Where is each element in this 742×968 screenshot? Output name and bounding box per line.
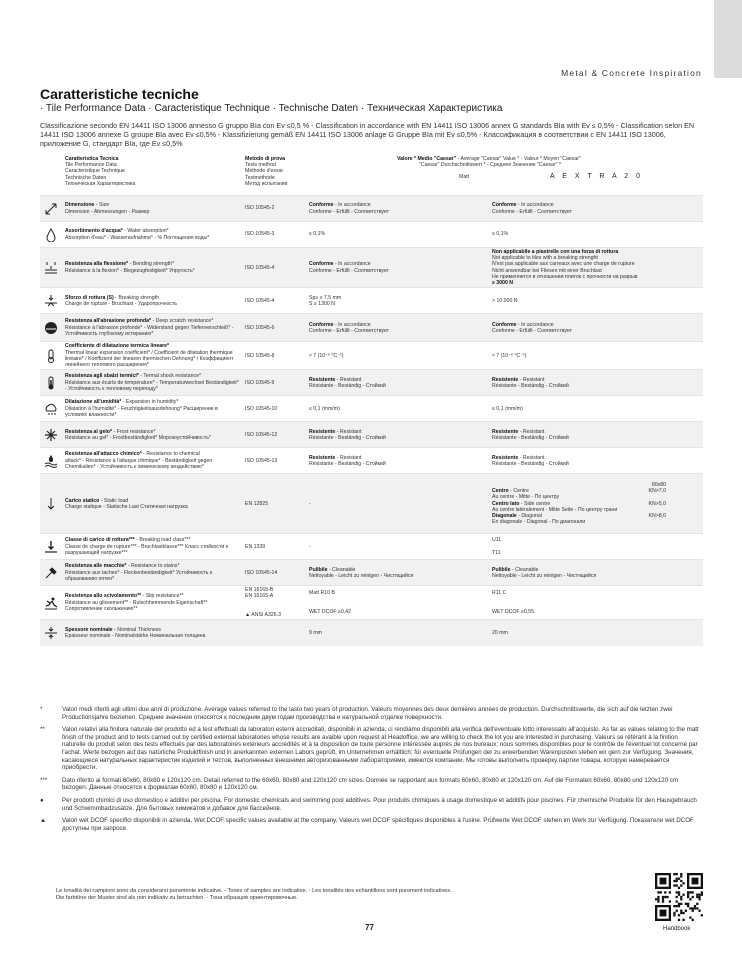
aextra-value-cell: Resistente - Resistant Résistante - Beständig - Стойкий — [489, 422, 703, 448]
footnote-text: Valori wet DCOF specifici disponibili in azienda. Wet DCOF specific values available at the company. Valeurs wet DCOF spécifiques disponibles à l'usine. Prüfwerte Wet DCOF stehen im Werk zur Verfügung. Показатели wet DCOF доступны при запросе. — [62, 817, 694, 832]
matt-value-cell: ≤ 0,1 (mm/m) — [306, 396, 489, 422]
water-drop-icon — [40, 222, 62, 248]
aextra-value-cell: R11 C WET DCOF ≥0,55 — [489, 586, 703, 620]
bending-strength-icon — [40, 248, 62, 288]
footnote-mark: ** — [40, 726, 45, 734]
footnotes — [40, 706, 703, 837]
abrasion-icon — [40, 314, 62, 342]
aextra-value-cell: Resistente - Resistant Résistante - Beständig - Стойкий — [489, 448, 703, 474]
method-cell: ISO 10545-8 — [242, 342, 306, 370]
qr-code[interactable] — [655, 873, 703, 921]
aextra-value-cell: Resistente - Resistant Résistante - Beständig - Стойкий — [489, 370, 703, 396]
table-row — [40, 248, 703, 288]
aextra-value-cell: U11 T11 — [489, 534, 703, 560]
table-row — [40, 222, 703, 248]
footnote-text: Per prodotti chimici di uso domestico e additivi per piscina. For domestic chemicals and swimming pool additives. Pour produits chimiques à usage domestique et additifs pour piscines. Für chemische Produkte für den Hausgebrauch und Schwimmbadzusätze. Для бытовых химикатов и добавок для бассейнов. — [62, 796, 697, 812]
method-column-header: Metodo di prova Tests method Méthode d'essai Testmethode Метод испытания — [245, 156, 288, 187]
aextra-value-cell: ≤ 0,1 (mm/m) — [489, 396, 703, 422]
snowflake-icon — [40, 422, 62, 448]
table-row — [40, 534, 703, 560]
aextra-value-cell: Non applicabile a piastrelle con una forza di rottura Not applicable to tiles with a breaking strenght N'est pas applicable aux carreaux avec une charge de rupture Nicht anwendbar bei Fliesen mit einer Bruchlast Не применяется в отношении плиток с прочности на разрыв ≥ 3000 N — [489, 248, 703, 288]
aextra-value-cell: ≤ 0,1% — [489, 222, 703, 248]
table-row — [40, 370, 703, 396]
aextra-value-cell: 80x80 Centro - Centre Au centre - Mitte - По центру KN>7,0 Centro lato - Side centre Au centre latéralement - Mitte Seite - По центру грани KN>5,0 Diagonale - Diagonal En diagonale - Diagonal - По диагонали KN>8,0 — [489, 474, 703, 534]
matt-value-cell: Sp≥ ≥ 7,5 mm S ≥ 1300 N — [306, 288, 489, 314]
matt-value-cell: Matt R10 B WET DCOF ≥0,42 — [306, 586, 489, 620]
value-column-header: Valore * Medio "Caesar" - Average "Caesar" Value * - Valeur * Moyen "Caesar" "Caesar" Durchschnittswert * - Среднее Значение "Caesar" * Matt A E X T R A 2 0 — [306, 150, 703, 196]
page-number: 77 — [365, 923, 374, 932]
table-row — [40, 422, 703, 448]
method-cell: ISO 10545-4 — [242, 288, 306, 314]
brand-title: Metal & Concrete Inspiration — [561, 68, 702, 78]
tones-disclaimer: Le tonalità dei campioni sono da considerarsi puramente indicative. - Tones of samples are indicative. - Les tonalités des echantillons sont purement indicatives. Die farbtöne der Muster sind als rein indikativ zu betrachten. - Тона образцов ориентировочные. — [56, 888, 452, 901]
handbook-label: Handbook — [663, 926, 691, 932]
thermal-expansion-icon — [40, 342, 62, 370]
footnote — [40, 817, 703, 832]
stain-icon — [40, 560, 62, 586]
load-class-icon — [40, 534, 62, 560]
matt-value-cell: Conforme - In accordance Conforme - Erfüllt - Соответствует — [306, 314, 489, 342]
footnote-mark: ▲ — [40, 817, 47, 825]
property-cell: Carico statico - Static load Charge statique - Statische Last Статичная нагрузка — [62, 474, 242, 534]
property-cell: Classe di carico di rottura*** - Breaking load class*** Classe de charge de rupture*** - Bruchlastklasse*** Класс стойкости к разрушающей нагрузке*** — [62, 534, 242, 560]
side-tab — [714, 0, 742, 78]
table-row — [40, 196, 703, 222]
dimension-icon — [40, 196, 62, 222]
footnote-mark: ● — [40, 796, 44, 804]
property-cell: Resistenza alla flessione* - Bending strength* Résistance à la flexion* - Biegezugfestigkeit* Упругость* — [62, 248, 242, 288]
property-cell: Coefficiente di dilatazione termica lineare* Thermal linear expansion coefficient* / Coefficient de dilatation thermique linéaire* / Koeffizient der linearen thermischen Dehnung* / Коэффициент линейного теплового расширения* — [62, 342, 242, 370]
thickness-icon — [40, 620, 62, 646]
method-cell: ISO 10545-10 — [242, 396, 306, 422]
footnote — [40, 797, 703, 812]
matt-value-cell: Resistente - Resistant Résistante - Beständig - Стойкий — [306, 422, 489, 448]
aextra-value-cell: Conforme - In accordance Conforme - Erfüllt - Соответствует — [489, 196, 703, 222]
method-cell: ISO 10545-14 — [242, 560, 306, 586]
property-cell: Dimensione - Size Dimension - Abmessungen - Размер — [62, 196, 242, 222]
property-cell: Resistenza allo scivolamento** - Slip resistance** Résistance au glissement** - Rutschhemmende Eigenschaft** Сопротивление скольжению** — [62, 586, 242, 620]
aextra-value-cell: Conforme - In accordance Conforme - Erfüllt - Соответствует — [489, 314, 703, 342]
matt-value-cell: ≈ 7 (10⁻⁶ °C⁻¹) — [306, 342, 489, 370]
humidity-cloud-icon — [40, 396, 62, 422]
finish-label: Matt — [459, 174, 470, 181]
classification-intro: Classificazione secondo EN 14411 ISO 13006 annesso G gruppo BIa con Ev ≤0,5 % - Classification in accordance with EN 14411 ISO 13006 annex G standards BIa with Ev ≤ 0,5% - Classification selon EN 14411 ISO 13006 annexe G groupe BIa avec Ev ≤0,5% - Klassifizierung gemäß EN 14411 ISO 13006 anlage G Gruppe BIa mit Ev ≤0,5% - Классификация в соответствии с EN 14411 ISO 13006, приложение G, стандарт BIa, где Ev ≤0,5% — [40, 121, 695, 148]
method-cell: ISO 10545-3 — [242, 222, 306, 248]
table-row — [40, 342, 703, 370]
performance-table — [40, 150, 703, 646]
property-cell: Resistenza agli sbalzi termici* - Termal shock resistance* Résistance aux écarts de température* - Temperaturwechsel Beständigkeit* - Устойчивость к тепловому перепаду* — [62, 370, 242, 396]
page-subtitle: · Tile Performance Data · Caracteristique Technique · Technische Daten · Техническая Характеристика — [40, 103, 503, 114]
chemical-icon — [40, 448, 62, 474]
aextra-value-cell: 20 mm — [489, 620, 703, 646]
matt-value-cell: Resistente - Resistant Résistante - Beständig - Стойкий — [306, 448, 489, 474]
matt-value-cell: ≤ 0,1% — [306, 222, 489, 248]
method-cell: EN 1339 — [242, 534, 306, 560]
property-cell: Resistenza alle macchie* - Resistance to stains* Résistance aux taches* - Fleckenbeständigkeit* Устойчивость к образованию пятен* — [62, 560, 242, 586]
page-title: Caratteristiche tecniche — [40, 86, 199, 102]
property-column-header: Caratteristica Tecnica Tile Performance Data Caracteristique Technique Technische Daten Техническая Характеристика — [65, 156, 136, 187]
property-cell: Resistenza all'abrasione profonda* - Deep scratch resistance* Résistance à l'abrasion profonde* - Widerstand gegen Tiefenverschleiß* - Устойчивость глубокому истиранию* — [62, 314, 242, 342]
matt-value-cell: Resistente - Resistant Résistante - Beständig - Стойкий — [306, 370, 489, 396]
method-cell: ISO 10545-13 — [242, 448, 306, 474]
table-row — [40, 586, 703, 620]
footnote — [40, 726, 703, 772]
method-cell: ISO 10545-9 — [242, 370, 306, 396]
method-cell: EN 12825 — [242, 474, 306, 534]
method-cell: ISO 10545-4 — [242, 248, 306, 288]
property-cell: Dilatazione all'umidità* - Expansion in humidity* Dilatation à l'humidité* - Feuchtigkeitsausdehnung* Расширение в условиях влажности* — [62, 396, 242, 422]
matt-value-cell: Pulibile - Cleanable Nettoyable - Leicht zu reinigen - Чистящийся — [306, 560, 489, 586]
footnote-mark: * — [40, 706, 43, 713]
footnote — [40, 777, 703, 792]
matt-value-cell: Conforme - In accordance Conforme - Erfüllt - Соответствует — [306, 248, 489, 288]
matt-value-cell: 9 mm — [306, 620, 489, 646]
table-row — [40, 288, 703, 314]
footnote-text: Valori medi riferiti agli ultimi due anni di produzione. Average values referred to the lasto two years of production. Valeurs moyennes des deux dernières années de production. Durchschnittswerte, die sich auf die letzten zwei Productionsjahre beziehen. Средние значения относятся к последним двум годам производства и натуральной отделке поверхности. — [62, 706, 673, 721]
breaking-strength-icon — [40, 288, 62, 314]
matt-value-cell: - — [306, 534, 489, 560]
property-cell: Spessore nominale - Nominal Thickness Epaisseur nominale - Nominalstärke Номинальная толщина — [62, 620, 242, 646]
footnote-text: Valori relativi alla finitura naturale del prodotto ed a test effettuati da laboratori esterni accreditati, disponibili in azienda; ci rendiamo disponibili alla verifica dell'eventuale lotto interessato all'acquisto. As far as values relating to the matt finish of the product and to tests carried out by certified external laboratories whose results are avaible upon request at Headoffice, we are willing to check the lot you are interested in purchasing. Valeurs se référant à la finition naturelle du produit selon des tests effectués par des laboratoires extérieurs accrédités et à la disposition de toute personne intéressée auprès de nos bureaux; nous sommes disponibles pour le contrôle de l'éventuel lot concerné par l'achat. Werte bezogen auf das natürliche Produktfinish und in anerkannten externen Labors geprüft, im Unternehmen erhältlich; für eventuelle Prüfungen der zu erwerbenden Warenposten stehen wir gern zur Verfügung. Значения, касающиеся натуральных характеристик изделий и тестов, выполненных внешними авторизованными лабораториями, имеются компании. Мы готовы выполнить проверку партии товара, которую намеревается приобрести. — [62, 726, 699, 772]
footnote-mark: *** — [40, 776, 48, 784]
property-cell: Resistenza al gelo* - Frost resistance* Résistance au gel* - Frostbeständigkeit* Морозоустойчивость* — [62, 422, 242, 448]
property-cell: Resistenza all'attacco chimico* - Resistance to chemical attack* - Résistance à l'attaque chimique* - Beständigkeit gegen Chemikalien* - Устойчивость к химическому воздействию* — [62, 448, 242, 474]
method-cell: ISO 10545-12 — [242, 422, 306, 448]
method-cell: ISO 10545-2 — [242, 196, 306, 222]
method-cell: ISO 10545-6 — [242, 314, 306, 342]
table-row — [40, 314, 703, 342]
table-row — [40, 474, 703, 534]
property-cell: Assorbimento d'acqua* - Water absorption* Absorption d'eau* - Wasseraufnahme* - % Поглощения воды* — [62, 222, 242, 248]
property-cell: Sforzo di rottura (S) - Breaking strength Charge de rupture - Bruchlast - Ударопрочность — [62, 288, 242, 314]
table-row — [40, 396, 703, 422]
series-name: A E X T R A 2 0 — [550, 173, 643, 181]
method-cell — [242, 620, 306, 646]
footnote-text: Dato riferito ai formati 60x60, 80x80 e 120x120 cm. Detail referred to the 60x60, 80x80 and 120x120 cm sizes. Donnée se rapportant aux formats 60x60, 80x80 et 120x120 cm. Auf die Formaten 60x60, 80x80 und 120x120 cm bezogen. Данные относятся к форматам 60x60, 80x80 и 120x120 см. — [62, 776, 679, 792]
thermometer-icon — [40, 370, 62, 396]
slip-icon — [40, 586, 62, 620]
method-cell: EN 16165-B EN 16165-A ▲ ANSI A326.3 — [242, 586, 306, 620]
matt-value-cell: Conforme - In accordance Conforme - Erfüllt - Соответствует — [306, 196, 489, 222]
footnote — [40, 706, 703, 721]
table-row — [40, 448, 703, 474]
aextra-value-cell: > 10.000 N — [489, 288, 703, 314]
aextra-value-cell: Pulibile - Cleanable Nettoyable - Leicht zu reinigen - Чистящийся — [489, 560, 703, 586]
aextra-value-cell: ≈ 7 (10⁻⁶ °C⁻¹) — [489, 342, 703, 370]
matt-value-cell: - — [306, 474, 489, 534]
static-load-icon — [40, 474, 62, 534]
table-row — [40, 620, 703, 646]
table-row — [40, 560, 703, 586]
